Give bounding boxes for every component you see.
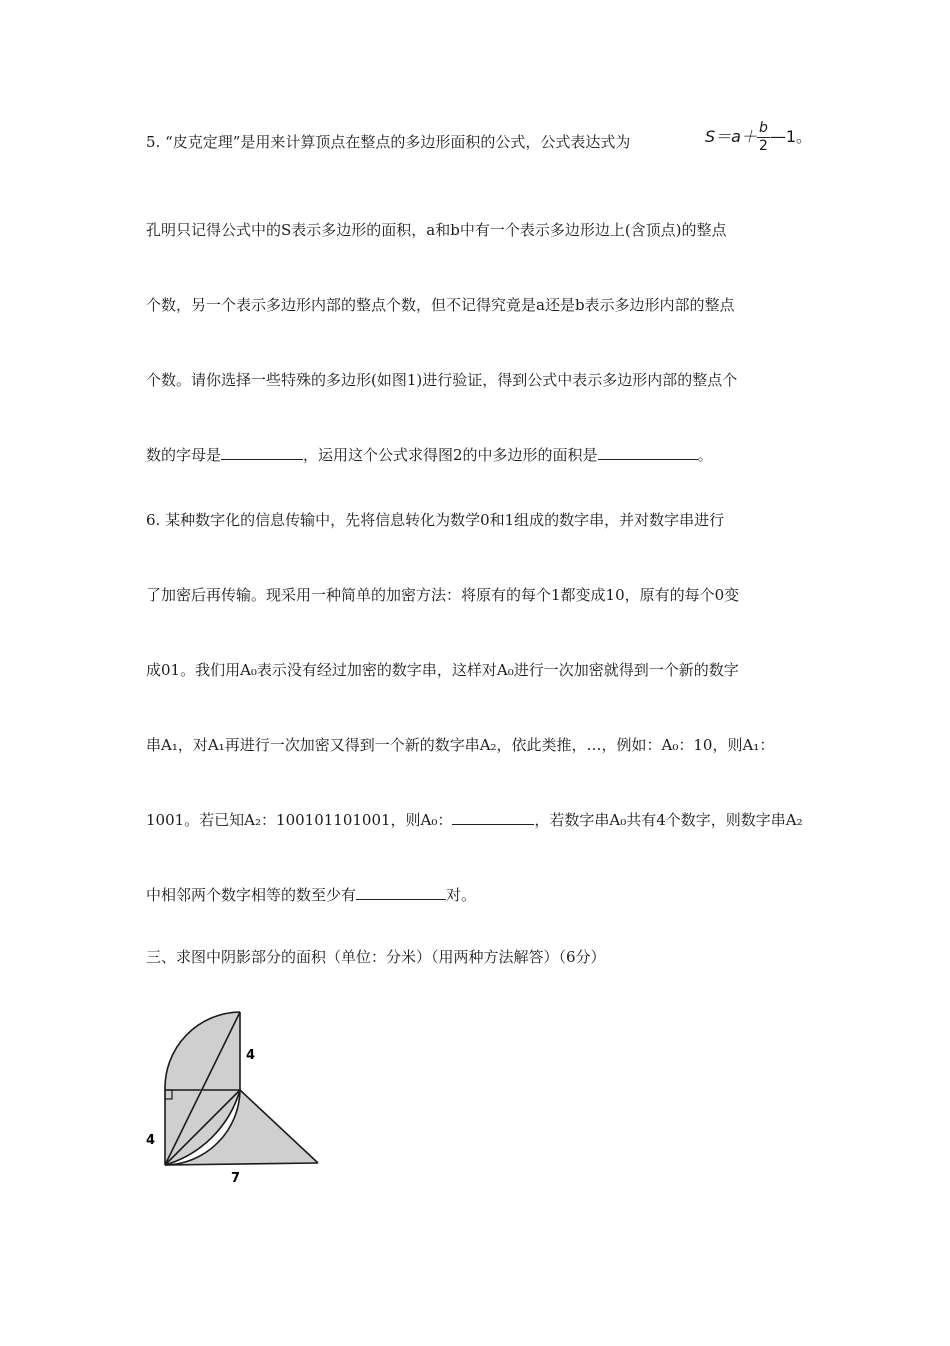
label-left: 4 [146,1133,156,1148]
formula-numerator: b [758,120,768,136]
formula-denominator: 2 [758,138,768,154]
q5-text-a: 数的字母是 [146,446,222,464]
answer-blank-area[interactable] [598,445,698,460]
formula-lhs: S＝a＋ [705,127,757,146]
q6-line1: 6. 某种数字化的信息传输中，先将信息转化为数学0和1组成的数字串，并对数字串进行 [146,511,725,529]
q6-text-b: ，若数字串A₀共有4个数字，则数字串A₂ [534,811,803,829]
q6-line2: 了加密后再传输。现采用一种简单的加密方法：将原有的每个1都变成10，原有的每个0变 [146,586,740,604]
formula-rhs: —1。 [769,127,813,146]
q5-text-c: 。 [697,446,713,464]
answer-blank-letter[interactable] [221,445,303,460]
q6-text-c: 中相邻两个数字相等的数至少有 [146,886,357,904]
answer-blank-a0[interactable] [452,810,534,825]
q6-line3: 成01。我们用A₀表示没有经过加密的数字串，这样对A₀进行一次加密就得到一个新的数字 [146,661,739,679]
q5-line5 [146,445,713,465]
q6-line5 [146,810,803,830]
q5-line4: 个数。请你选择一些特殊的多边形(如图1)进行验证，得到公式中表示多边形内部的整点个 [146,371,738,389]
q6-text-d: 对。 [446,886,477,904]
label-top: 4 [246,1048,256,1063]
q6-text-a: 1001。若已知A₂：100101101001，则A₀： [146,811,453,829]
section3-title: 三、求图中阴影部分的面积（单位：分米）（用两种方法解答）（6分） [146,948,606,966]
shaded-area-figure [140,1008,330,1188]
formula-fraction [757,120,770,155]
upper-semicircle-shade [165,1012,240,1090]
answer-blank-pairs[interactable] [356,885,446,900]
q5-text-b: ，运用这个公式求得图2的中多边形的面积是 [303,446,598,464]
q5-line3: 个数，另一个表示多边形内部的整点个数，但不记得究竟是a还是b表示多边形内部的整点 [146,296,735,314]
q5-line1: 5. “皮克定理”是用来计算顶点在整点的多边形面积的公式，公式表达式为 [146,133,631,151]
pick-formula [705,120,812,155]
q6-line4: 串A₁，对A₁再进行一次加密又得到一个新的数字串A₂，依此类推，…，例如：A₀：10，则A₁： [146,736,775,754]
q6-line6 [146,885,476,905]
label-bottom: 7 [231,1171,241,1186]
q5-line2: 孔明只记得公式中的S表示多边形的面积，a和b中有一个表示多边形边上(含顶点)的整点 [146,221,727,239]
